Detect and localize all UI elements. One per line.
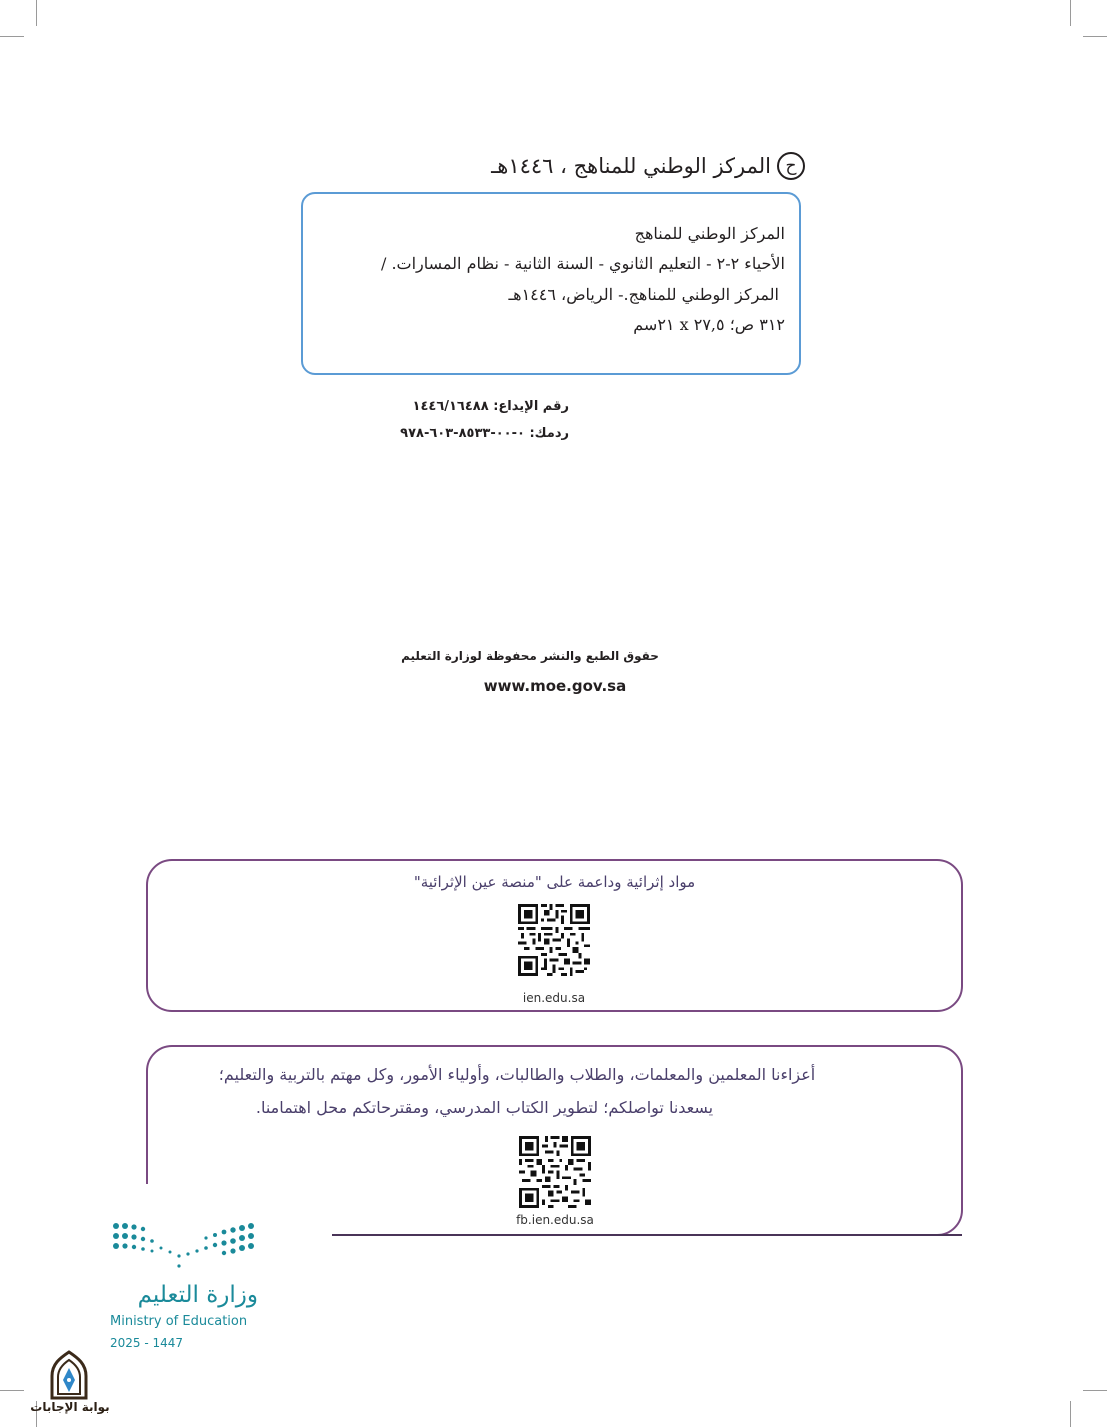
rights-notice: حقوق الطبع والنشر محفوظة لوزارة التعليم (401, 649, 659, 663)
crop-mark-bottom-right-h (1083, 1390, 1107, 1391)
isbn: ردمك: ٠-٠٠-٨٥٣٣-٦٠٣-٩٧٨ (400, 426, 569, 441)
cip-line-dimensions: ٣١٢ ص؛ ٢٧,٥ x ٢١سم (633, 315, 785, 334)
crop-mark-top-right-h (1083, 36, 1107, 37)
feedback-qr-code-icon[interactable] (519, 1136, 591, 1208)
ien-qr-code-icon[interactable] (518, 904, 590, 976)
crop-mark-bottom-left-h (0, 1390, 24, 1391)
crop-mark-top-left-v (36, 0, 37, 26)
cip-line-title: الأحياء ٢-٢ - التعليم الثانوي - السنة الثانية - نظام المسارات. / (380, 254, 785, 273)
enrichment-box (146, 859, 963, 1012)
copyright-symbol: ح (777, 152, 805, 180)
enrichment-text: مواد إثرائية وداعمة على "منصة عين الإثرائية" (413, 873, 696, 891)
ien-qr-caption[interactable]: ien.edu.sa (522, 991, 586, 1005)
portal-label: بوابة الإجابات (30, 1400, 110, 1414)
feedback-qr-caption[interactable]: fb.ien.edu.sa (516, 1213, 594, 1227)
website-link[interactable]: www.moe.gov.sa (483, 677, 627, 695)
portal-mosque-icon (46, 1350, 92, 1400)
crop-mark-top-left-h (0, 36, 24, 37)
copyright-text: المركز الوطني للمناهج ، ١٤٤٦هـ (491, 154, 771, 178)
ministry-year: 2025 - 1447 (110, 1336, 184, 1350)
cip-line-author: المركز الوطني للمناهج (634, 224, 785, 243)
logo-area-divider (332, 1234, 962, 1236)
deposit-number: رقم الإيداع: ١٤٤٦/١٦٤٨٨ (412, 399, 569, 414)
ministry-name-english: Ministry of Education (110, 1314, 248, 1329)
feedback-text-line2: يسعدنا تواصلكم؛ لتطوير الكتاب المدرسي، ومقترحاتكم محل اهتمامنا. (255, 1098, 714, 1117)
crop-mark-bottom-right-v (1070, 1401, 1071, 1427)
ministry-name-arabic: وزارة التعليم (137, 1282, 258, 1308)
feedback-text-line1: أعزاءنا المعلمين والمعلمات، والطلاب والطالبات، وأولياء الأمور، وكل مهتم بالتربية والتعليم؛ (218, 1065, 816, 1084)
copyright-line (480, 146, 805, 186)
cataloging-box (301, 192, 801, 375)
ministry-of-education-logo-icon (108, 1218, 260, 1278)
cip-line-publisher: المركز الوطني للمناهج.- الرياض، ١٤٤٦هـ (508, 285, 779, 304)
crop-mark-top-right-v (1070, 0, 1071, 26)
